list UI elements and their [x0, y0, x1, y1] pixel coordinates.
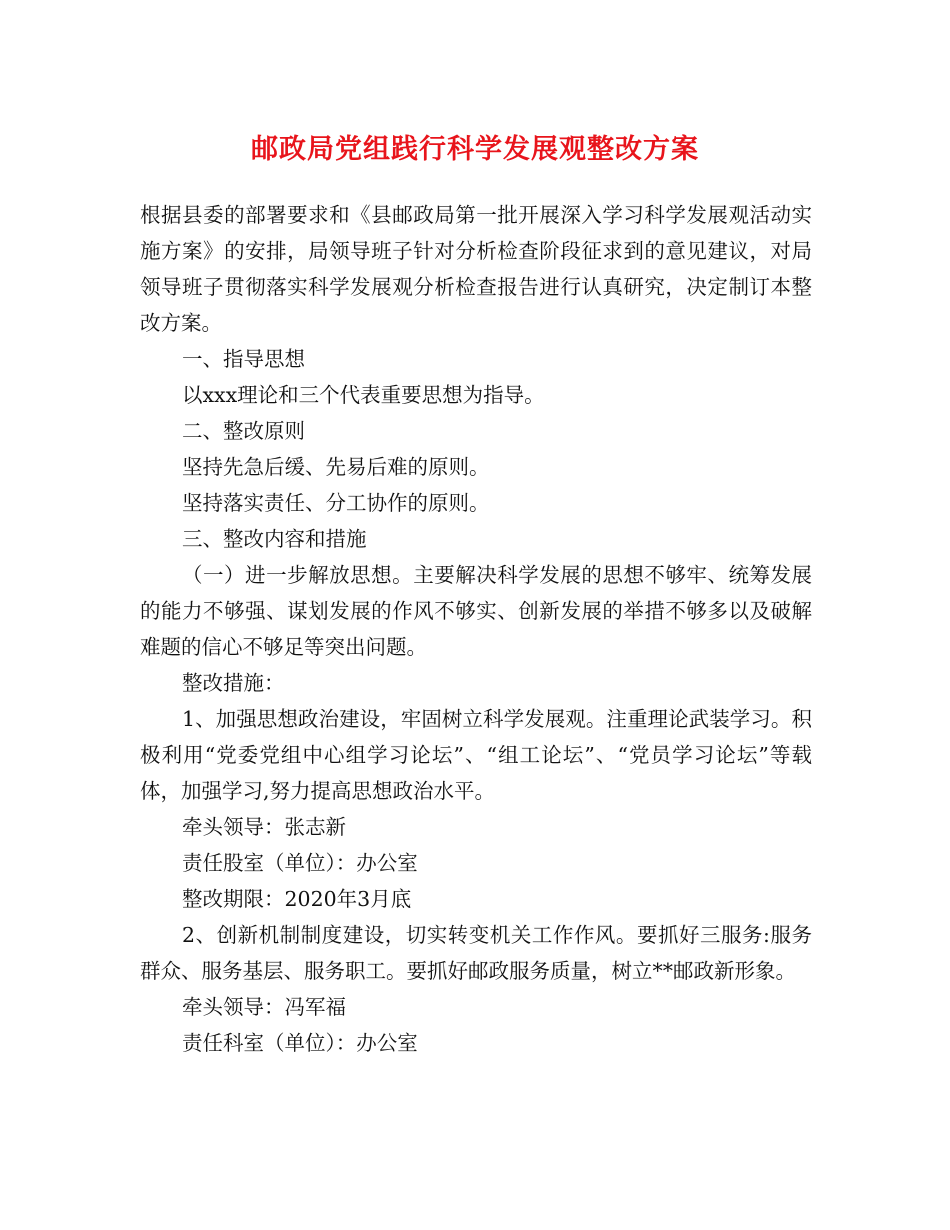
document-title: 邮政局党组践行科学发展观整改方案: [251, 134, 699, 165]
paragraph: 责任科室（单位）：办公室: [182, 1031, 418, 1055]
paragraph: 以xxx理论和三个代表重要思想为指导。: [182, 383, 545, 407]
paragraph: 整改措施：: [182, 671, 285, 695]
paragraph: 坚持落实责任、分工协作的原则。: [182, 491, 490, 515]
paragraph: 1、加强思想政治建设，牢固树立科学发展观。注重理论武装学习。积极利用“党委党组中心组学习论坛”、“组工论坛”、“党员学习论坛”等载体，加强学习,努力提高思想政治水平。: [140, 707, 812, 803]
document-body: [140, 197, 812, 1061]
paragraph: 2、创新机制制度建设，切实转变机关工作作风。要抓好三服务:服务群众、服务基层、服务职工。要抓好邮政服务质量，树立**邮政新形象。: [140, 923, 812, 983]
paragraph: 牵头领导：张志新: [182, 815, 346, 839]
heading-principles: 二、整改原则: [182, 419, 305, 443]
heading-content-measures: 三、整改内容和措施: [182, 527, 367, 551]
paragraph: 整改期限：2020年3月底: [182, 887, 412, 911]
paragraph: 责任股室（单位）：办公室: [182, 851, 418, 875]
paragraph: （一）进一步解放思想。主要解决科学发展的思想不够牢、统筹发展的能力不够强、谋划发展的作风不够实、创新发展的举措不够多以及破解难题的信心不够足等突出问题。: [140, 563, 812, 659]
paragraph-intro: 根据县委的部署要求和《县邮政局第一批开展深入学习科学发展观活动实施方案》的安排，局领导班子针对分析检查阶段征求到的意见建议，对局领导班子贯彻落实科学发展观分析检查报告进行认真研究，决定制订本整改方案。: [140, 203, 812, 335]
paragraph: 牵头领导：冯军福: [182, 995, 346, 1019]
paragraph: 坚持先急后缓、先易后难的原则。: [182, 455, 490, 479]
heading-guiding-ideology: 一、指导思想: [182, 347, 305, 371]
